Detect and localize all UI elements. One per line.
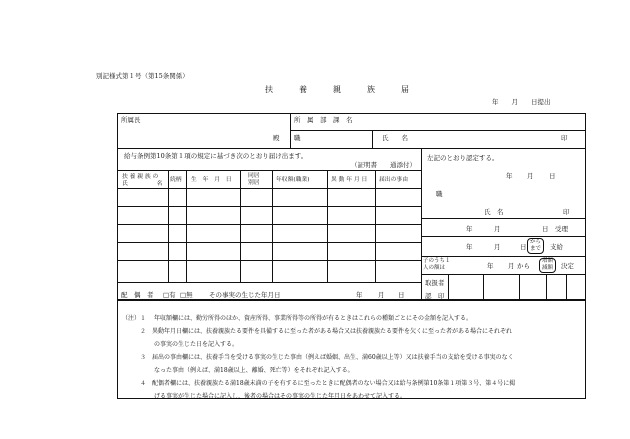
receipt-month: 月 bbox=[494, 225, 501, 233]
col-reason: 届出の事由 bbox=[379, 177, 408, 183]
certify-year: 年 bbox=[506, 172, 513, 180]
department-field[interactable] bbox=[400, 114, 585, 130]
approval-seal-label: 認 印 bbox=[425, 292, 445, 300]
children-month: 月 bbox=[508, 262, 515, 270]
spouse-yes-checkbox[interactable]: □有 bbox=[163, 291, 176, 299]
shoku-field[interactable] bbox=[305, 131, 371, 147]
dependent-row[interactable] bbox=[118, 225, 420, 241]
zogaku-label: 増額 bbox=[542, 258, 554, 264]
shoku-label: 職 bbox=[294, 134, 301, 142]
certify-text: 左記のとおり認定する。 bbox=[427, 154, 499, 162]
payment-day: 日 bbox=[520, 243, 527, 251]
col-change-date: 異 動 年 月 日 bbox=[331, 177, 368, 183]
receipt-label: 受理 bbox=[555, 225, 568, 233]
spouse-label: 配 偶 者 bbox=[121, 291, 154, 299]
shimei-label: 氏 名 bbox=[382, 134, 408, 142]
children-year: 年 bbox=[487, 262, 494, 270]
proof-count: （証明書 通添付） bbox=[351, 161, 416, 169]
col-cohabit: 同居 別居 bbox=[248, 173, 260, 186]
seal-mark: 印 bbox=[561, 134, 568, 142]
dono-label: 殿 bbox=[273, 134, 280, 142]
note-2b: の事実の生じた日を記入する。 bbox=[154, 341, 239, 348]
certifier-seal: 印 bbox=[563, 208, 570, 216]
dependent-row[interactable] bbox=[118, 243, 420, 259]
payment-year: 年 bbox=[466, 243, 473, 251]
col-income: 年収額(職業) bbox=[276, 177, 310, 183]
children-from: から bbox=[517, 262, 530, 270]
dependent-row[interactable] bbox=[118, 261, 420, 281]
receipt-day: 日 bbox=[542, 225, 549, 233]
statement-text: 給与条例第10条第１項の規定に基づき次のとおり届け出ます。 bbox=[124, 152, 308, 160]
submission-date: 年 月 日提出 bbox=[492, 98, 551, 106]
shozokucho-label: 所属長 bbox=[121, 116, 141, 124]
spouse-year: 年 bbox=[356, 291, 363, 299]
col-name: 扶 養 親 族 の 氏 名 bbox=[122, 174, 163, 187]
children-label-1: 子のうち１ bbox=[423, 258, 451, 264]
name-field[interactable] bbox=[412, 131, 557, 147]
note-3b: なった事由（例えば、満18歳以上、離婚、死亡等）をそれぞれ記入する。 bbox=[154, 367, 354, 374]
note-2a: ２ 異動年月日欄には、扶養親族たる要件を具備するに至った者がある場合又は扶養親族たる要件を欠くに至った者がある場合にそれぞれ bbox=[140, 328, 513, 335]
note-3a: ３ 届出の事由欄には、扶養手当を受ける事実の生じた事由（例えば婚姻、出生、満60歳以上等）又は扶養手当の支給を受ける事実のなく bbox=[140, 354, 514, 361]
dependent-row[interactable] bbox=[118, 207, 420, 223]
spouse-day: 日 bbox=[398, 291, 405, 299]
handler-label: 取扱者 bbox=[425, 279, 445, 287]
made-label: まで bbox=[530, 246, 542, 252]
form-label: 別記様式第１号（第15条関係） bbox=[96, 72, 189, 80]
certifier-name-label: 氏 名 bbox=[484, 208, 504, 216]
note-4b: げる事実が生じた場合に記入し、後者の場合はその事実の生じた年月日をあわせて記入する。 bbox=[154, 393, 407, 400]
col-birth: 生 年 月 日 bbox=[191, 177, 232, 183]
note-1: 年収額欄には、勤労所得のほか、資産所得、事業所得等の所得が有るときはこれらの種類ごとにその金額を記入する。 bbox=[154, 315, 473, 322]
certify-day: 日 bbox=[549, 172, 556, 180]
kettei-label: 決定 bbox=[561, 262, 574, 270]
note-4a: ４ 配偶者欄には、扶養親族たる満18歳未満の子を有するに至ったときに配偶者のない場合又は給与条例第10条第１項第３号、第４号に掲 bbox=[140, 380, 516, 387]
form-title: 扶養親族届 bbox=[265, 85, 435, 94]
spouse-month: 月 bbox=[378, 291, 385, 299]
spouse-occurred-label: その事実の生じた年月日 bbox=[209, 291, 281, 299]
spouse-no-checkbox[interactable]: □無 bbox=[180, 291, 193, 299]
department-label: 所 属 部 課 名 bbox=[294, 116, 353, 124]
dependent-row[interactable] bbox=[118, 189, 420, 205]
children-label-2: 人の額は bbox=[423, 265, 446, 271]
receipt-year: 年 bbox=[466, 225, 473, 233]
certifier-shoku: 職 bbox=[436, 190, 443, 198]
col-relation: 続柄 bbox=[170, 177, 182, 183]
kara-label: から bbox=[530, 239, 542, 245]
shikyu-label: 支給 bbox=[550, 243, 563, 251]
note-lead: （注）１ bbox=[122, 315, 147, 322]
payment-month: 月 bbox=[494, 243, 501, 251]
gengaku-label: 減額 bbox=[542, 265, 554, 271]
certify-month: 月 bbox=[527, 172, 534, 180]
